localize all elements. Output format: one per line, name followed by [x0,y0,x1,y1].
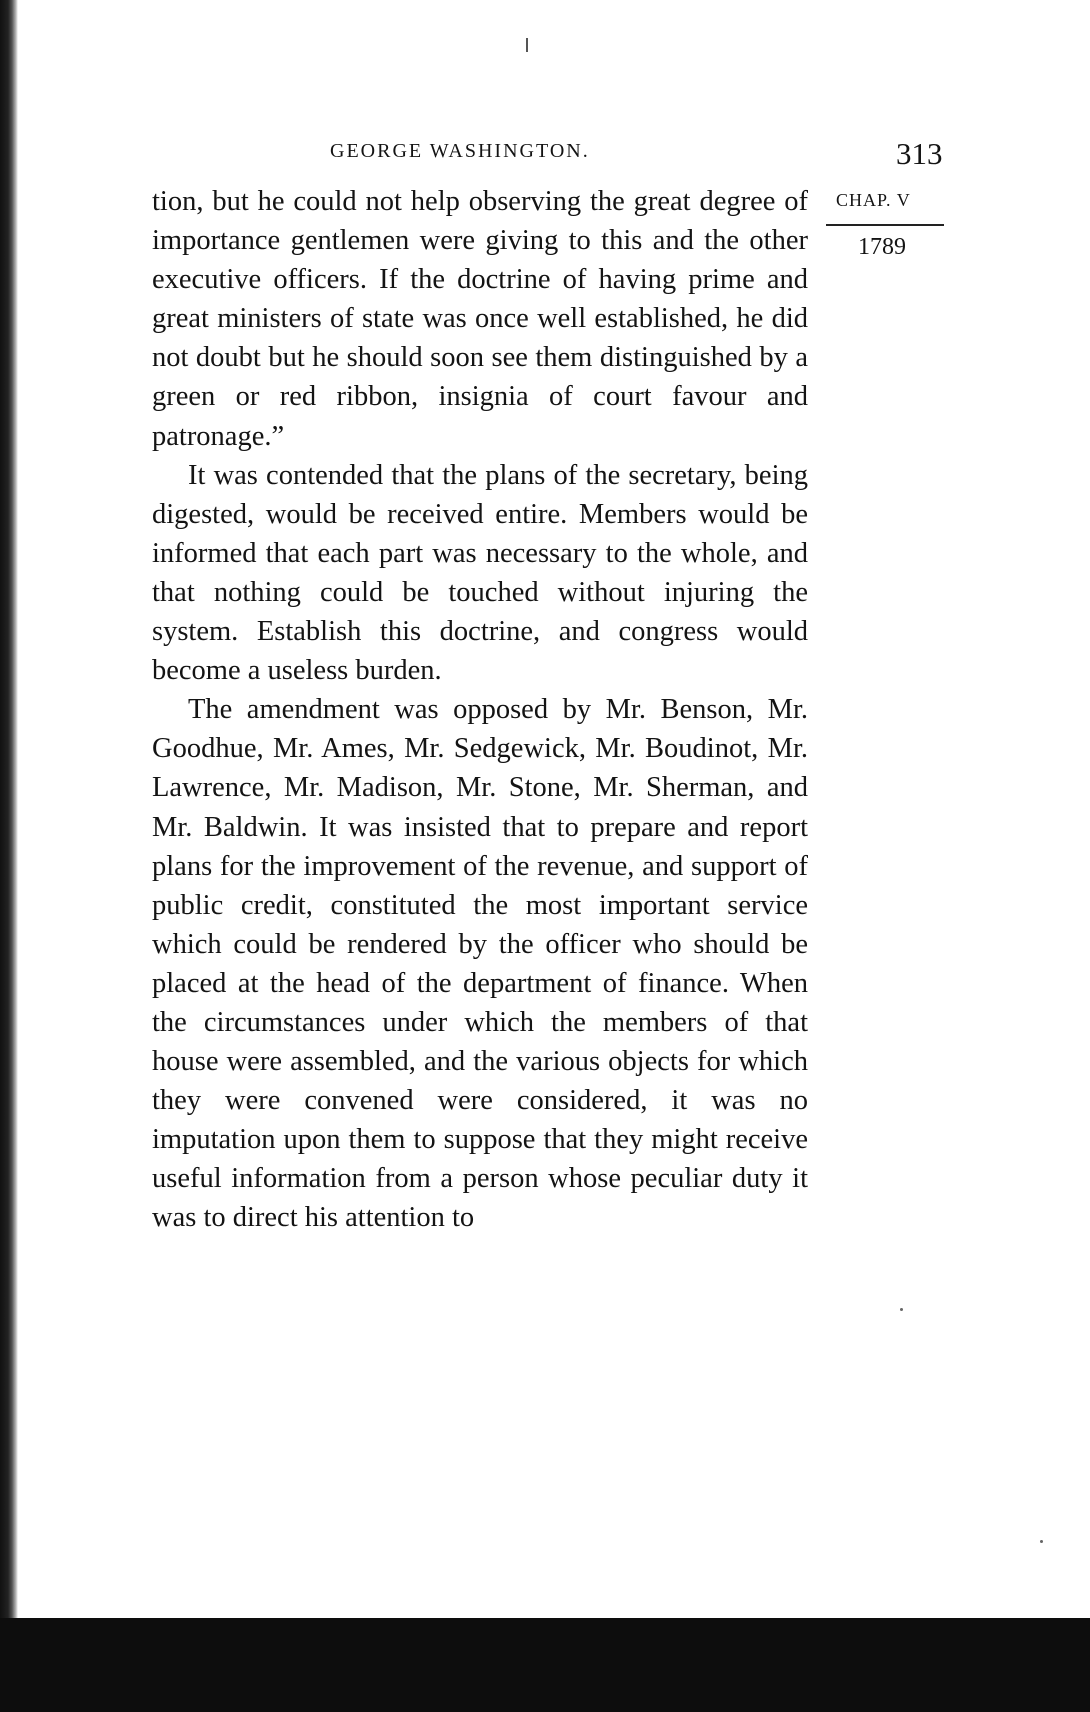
scan-speck [900,1308,903,1311]
margin-rule [826,224,944,226]
paragraph: It was contended that the plans of the secretary, being digested, would be received entire. Members would be informed that each part was necessary to the whole, and that nothing could be touched without injuring the system. Establish this doctrine, and congress would become a useless burden. [152,459,808,687]
book-spine-shadow [0,0,18,1712]
scan-speck [1040,1540,1043,1543]
paragraph: tion, but he could not help observing the great degree of importance gentlemen were giving to this and the other executive officers. If the doctrine of having prime and great ministers of state was once well established, he did not doubt but he should soon see them distinguished by a green or red ribbon, insignia of court favour and patronage.” [152,186,808,452]
running-head: GEORGE WASHINGTON. [330,140,590,162]
page-number: 313 [896,136,943,171]
scan-bottom-border [0,1618,1090,1712]
scan-mark [526,38,528,52]
margin-year: 1789 [858,234,906,260]
paragraph: The amendment was opposed by Mr. Benson, Mr. Goodhue, Mr. Ames, Mr. Sedgewick, Mr. Boudinot, Mr. Lawrence, Mr. Madison, Mr. Stone, Mr. Sherman, and Mr. Baldwin. It was insisted that to prepare and report plans for the improvement of the revenue, and support of public credit, constituted the most important service which could be rendered by the officer who should be placed at the head of the department of finance. When the circumstances under which the members of that house were assembled, and the various objects for which they were convened were considered, it was no imputation upon them to suppose that they might receive useful information from a person whose peculiar duty it was to direct his attention to [152,694,808,1234]
body-text [152,182,808,1238]
margin-chapter-label: CHAP. V [836,190,911,210]
